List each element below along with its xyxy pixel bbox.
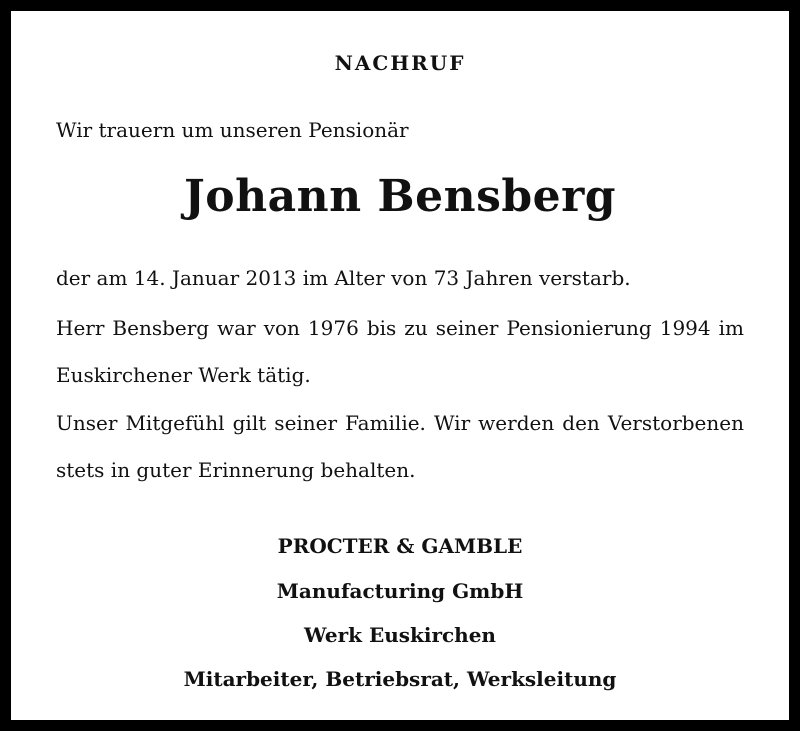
death-date-line: der am 14. Januar 2013 im Alter von 73 Jahren verstarb. <box>56 266 631 290</box>
signature-site: Werk Euskirchen <box>304 623 496 647</box>
signature-division: Manufacturing GmbH <box>276 579 524 603</box>
deceased-name: Johann Bensberg <box>183 171 617 222</box>
condolence-line-2: stets in guter Erinnerung behalten. <box>56 458 416 482</box>
notice-heading: NACHRUF <box>334 51 466 75</box>
signature-staff: Mitarbeiter, Betriebsrat, Werksleitung <box>183 667 617 691</box>
signature-company: PROCTER & GAMBLE <box>277 534 523 558</box>
condolence-line-1: Unser Mitgefühl gilt seiner Familie. Wir werden den Verstorbenen <box>56 411 744 435</box>
intro-text: Wir trauern um unseren Pensionär <box>56 118 409 142</box>
career-line-2: Euskirchener Werk tätig. <box>56 363 311 387</box>
career-line-1: Herr Bensberg war von 1976 bis zu seiner Pensionierung 1994 im <box>56 316 744 340</box>
